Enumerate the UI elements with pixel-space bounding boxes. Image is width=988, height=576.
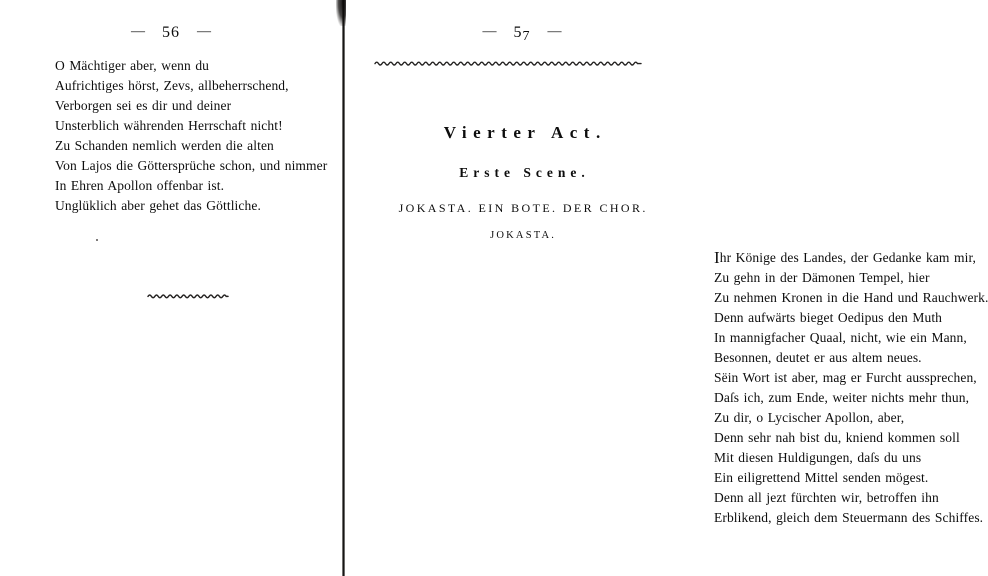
verse-line: Zu nehmen Kronen in die Hand und Rauchwerk. (714, 290, 988, 305)
right-page-folio (346, 24, 698, 42)
verse-line: Mit diesen Huldigungen, daſs du uns (714, 450, 922, 465)
verse-line: Unglüklich aber gehet das Göttliche. (55, 198, 261, 213)
wavy-rule-icon (148, 291, 228, 300)
verse-line: Zu Schanden nemlich werden die alten (55, 138, 274, 153)
verse-line: Sëin Wort ist aber, mag er Furcht aussprechen, (714, 370, 977, 385)
verse-line: In Ehren Apollon offenbar ist. (55, 178, 225, 193)
paper-speck (96, 239, 98, 241)
verse-line: Denn sehr nah bist du, kniend kommen soll (714, 430, 960, 445)
verse-line: Zu gehn in der Dämonen Tempel, hier (714, 270, 930, 285)
verse-initial-capital: I (714, 248, 720, 267)
verse-line: Von Lajos die Göttersprüche schon, und nimmer (55, 158, 328, 173)
verse-line: Ein eiligrettend Mittel senden mögest. (714, 470, 929, 485)
page-gutter-top-blot (336, 0, 346, 26)
folio-dash-right: — (197, 24, 211, 39)
verse-line: Zu dir, o Lycischer Apollon, aber, (714, 410, 905, 425)
verse-line: O Mächtiger aber, wenn du (55, 58, 210, 73)
right-page-verse-block (714, 248, 988, 528)
folio-dash-left: — (482, 24, 497, 39)
scene-title: Erste Scene. (459, 165, 590, 180)
verse-line: Aufrichtiges hörst, Zevs, allbeherrschend, (55, 78, 289, 93)
verse-line: Denn all jezt fürchten wir, betroffen ihn (714, 490, 939, 505)
verse-line: Verborgen sei es dir und deiner (55, 98, 232, 113)
left-page (0, 0, 342, 576)
folio-dash-right: — (547, 24, 562, 39)
folio-digit-first: 5 (513, 24, 523, 41)
right-page-wavy-rule (375, 58, 641, 67)
verse-line: Erblikend, gleich dem Steuermann des Schiffes. (714, 510, 984, 525)
wavy-rule-icon (375, 58, 641, 67)
verse-line: Besonnen, deutet er aus altem neues. (714, 350, 922, 365)
left-page-folio (0, 24, 342, 42)
verse-line: Denn aufwärts bieget Oedipus den Muth (714, 310, 943, 325)
folio-digit-second: 7 (522, 29, 531, 44)
right-page (346, 0, 988, 576)
speaker-label: JOKASTA. (490, 230, 557, 241)
verse-line: Daſs ich, zum Ende, weiter nichts mehr thun, (714, 390, 970, 405)
act-title: Vierter Act. (443, 123, 607, 142)
verse-line: In mannigfacher Quaal, nicht, wie ein Mann, (714, 330, 967, 345)
verse-line: Unsterblich währenden Herrschaft nicht! (55, 118, 283, 133)
dramatis-personae-line: JOKASTA. EIN BOTE. DER CHOR. (398, 201, 648, 215)
folio-dash-left: — (131, 24, 145, 39)
folio-page-number (514, 24, 531, 42)
page-gutter-fold (342, 0, 345, 576)
left-page-verse-block (55, 56, 327, 216)
folio-page-number: 56 (162, 24, 180, 41)
verse-line-first-rest: hr Könige des Landes, der Gedanke kam mir, (719, 250, 976, 265)
left-page-wavy-rule (148, 291, 228, 300)
verse-line-first (714, 248, 988, 268)
